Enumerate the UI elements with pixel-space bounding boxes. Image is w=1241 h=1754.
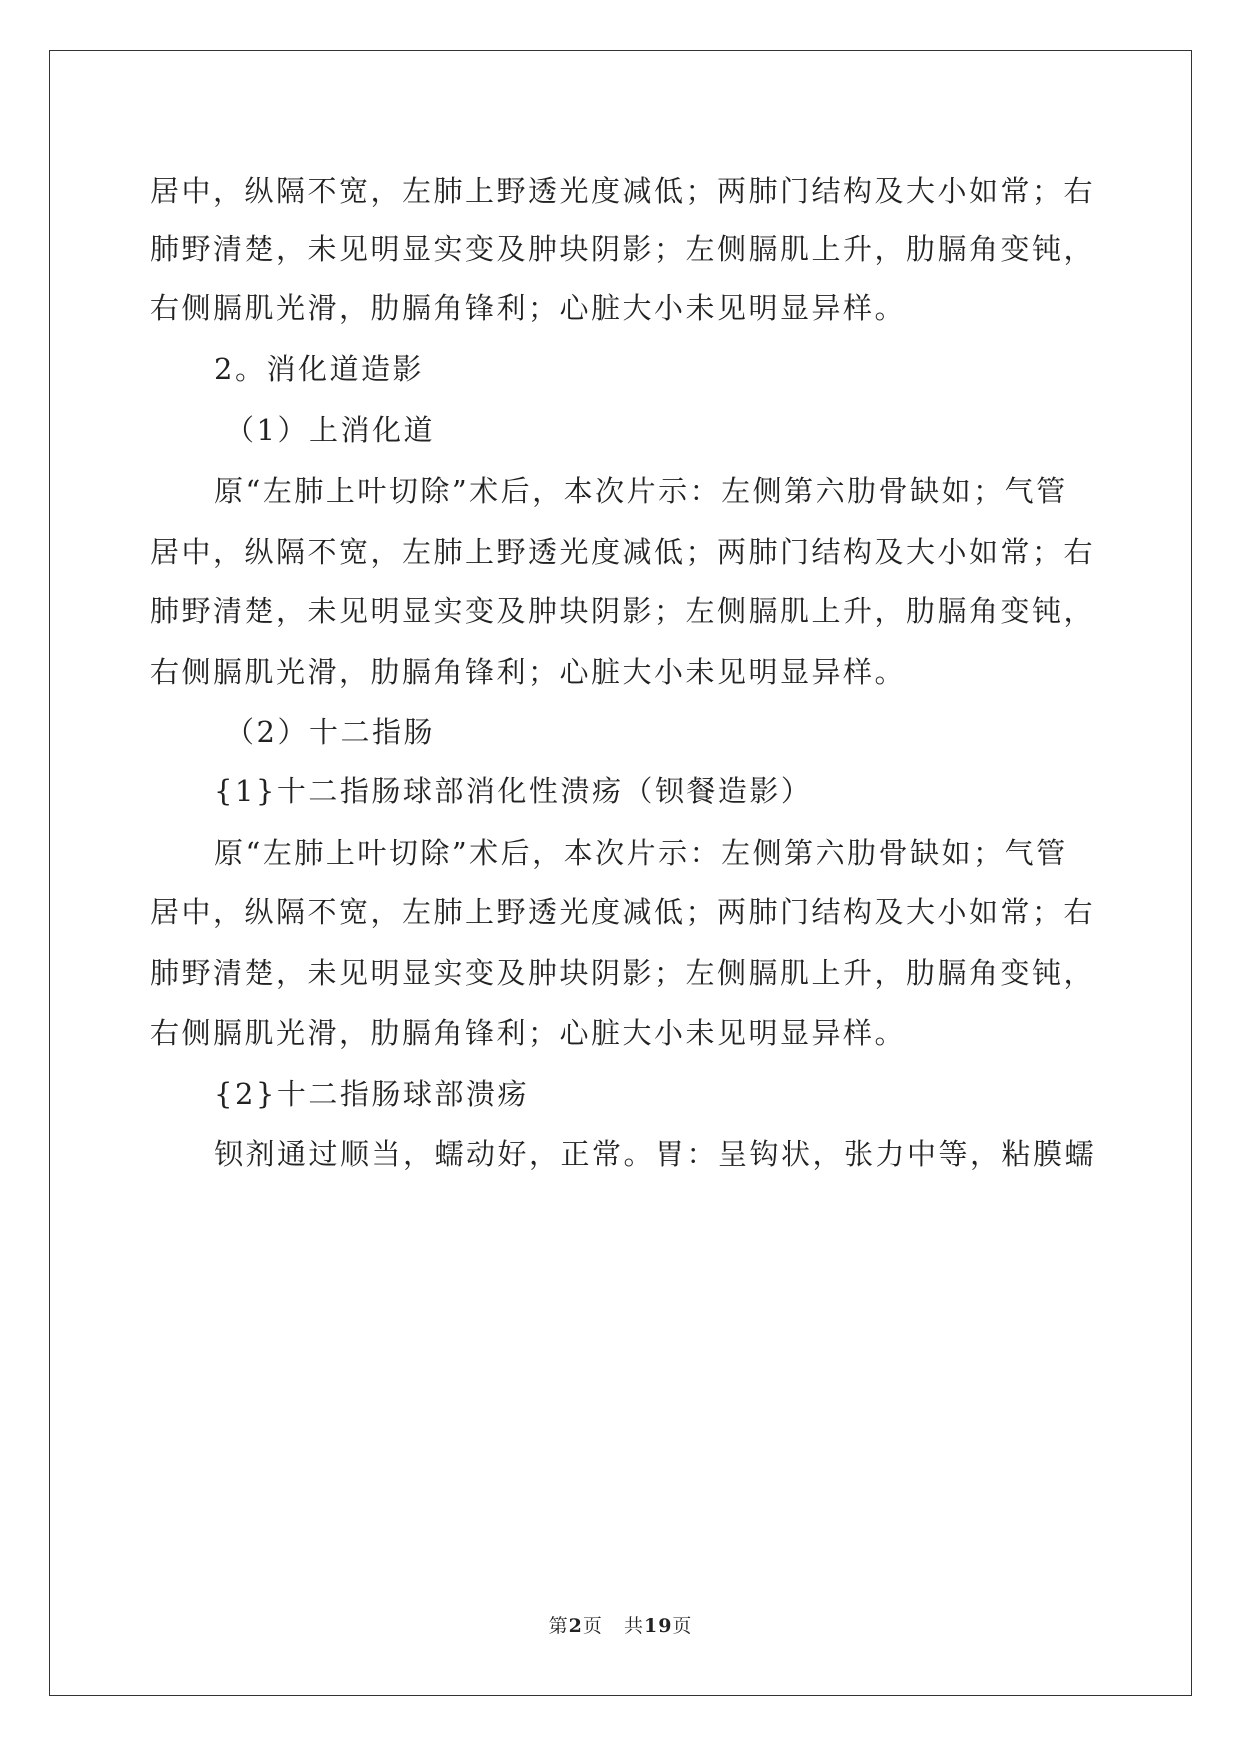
item-heading-duodenal-peptic-ulcer: {1}十二指肠球部消化性溃疡（钡餐造影） <box>214 774 813 808</box>
subsection-heading-duodenum: （2）十二指肠 <box>225 715 435 749</box>
body-line-1: 居中，纵隔不宽，左肺上野透光度减低；两肺门结构及大小如常；右 <box>150 174 1096 208</box>
body-line-8: 原“左肺上叶切除”术后，本次片示：左侧第六肋骨缺如；气管 <box>214 836 1068 870</box>
footer-page-number: 2 <box>568 1615 583 1637</box>
body-line-4: 原“左肺上叶切除”术后，本次片示：左侧第六肋骨缺如；气管 <box>214 474 1068 508</box>
body-line-6: 肺野清楚，未见明显实变及肿块阴影；左侧膈肌上升，肋膈角变钝， <box>150 594 1096 628</box>
body-line-11: 右侧膈肌光滑，肋膈角锋利；心脏大小未见明显异样。 <box>150 1016 907 1050</box>
footer-total-pages: 19 <box>643 1615 673 1637</box>
section-heading-digestive: 2。消化道造影 <box>214 352 424 386</box>
body-line-7: 右侧膈肌光滑，肋膈角锋利；心脏大小未见明显异样。 <box>150 655 907 689</box>
item-heading-duodenal-ulcer: {2}十二指肠球部溃疡 <box>214 1077 529 1111</box>
footer-page-prefix: 第 <box>548 1615 569 1637</box>
page-footer <box>0 1611 1241 1638</box>
body-line-12: 钡剂通过顺当，蠕动好，正常。胃：呈钩状，张力中等，粘膜蠕 <box>214 1137 1097 1171</box>
footer-page-unit: 页 <box>582 1615 603 1637</box>
body-line-2: 肺野清楚，未见明显实变及肿块阴影；左侧膈肌上升，肋膈角变钝， <box>150 232 1096 266</box>
body-line-9: 居中，纵隔不宽，左肺上野透光度减低；两肺门结构及大小如常；右 <box>150 895 1096 929</box>
body-line-10: 肺野清楚，未见明显实变及肿块阴影；左侧膈肌上升，肋膈角变钝， <box>150 956 1096 990</box>
subsection-heading-upper-gi: （1）上消化道 <box>225 413 435 447</box>
footer-total-unit: 页 <box>672 1615 693 1637</box>
footer-total-prefix: 共 <box>623 1615 644 1637</box>
body-line-5: 居中，纵隔不宽，左肺上野透光度减低；两肺门结构及大小如常；右 <box>150 535 1096 569</box>
body-line-3: 右侧膈肌光滑，肋膈角锋利；心脏大小未见明显异样。 <box>150 291 907 325</box>
